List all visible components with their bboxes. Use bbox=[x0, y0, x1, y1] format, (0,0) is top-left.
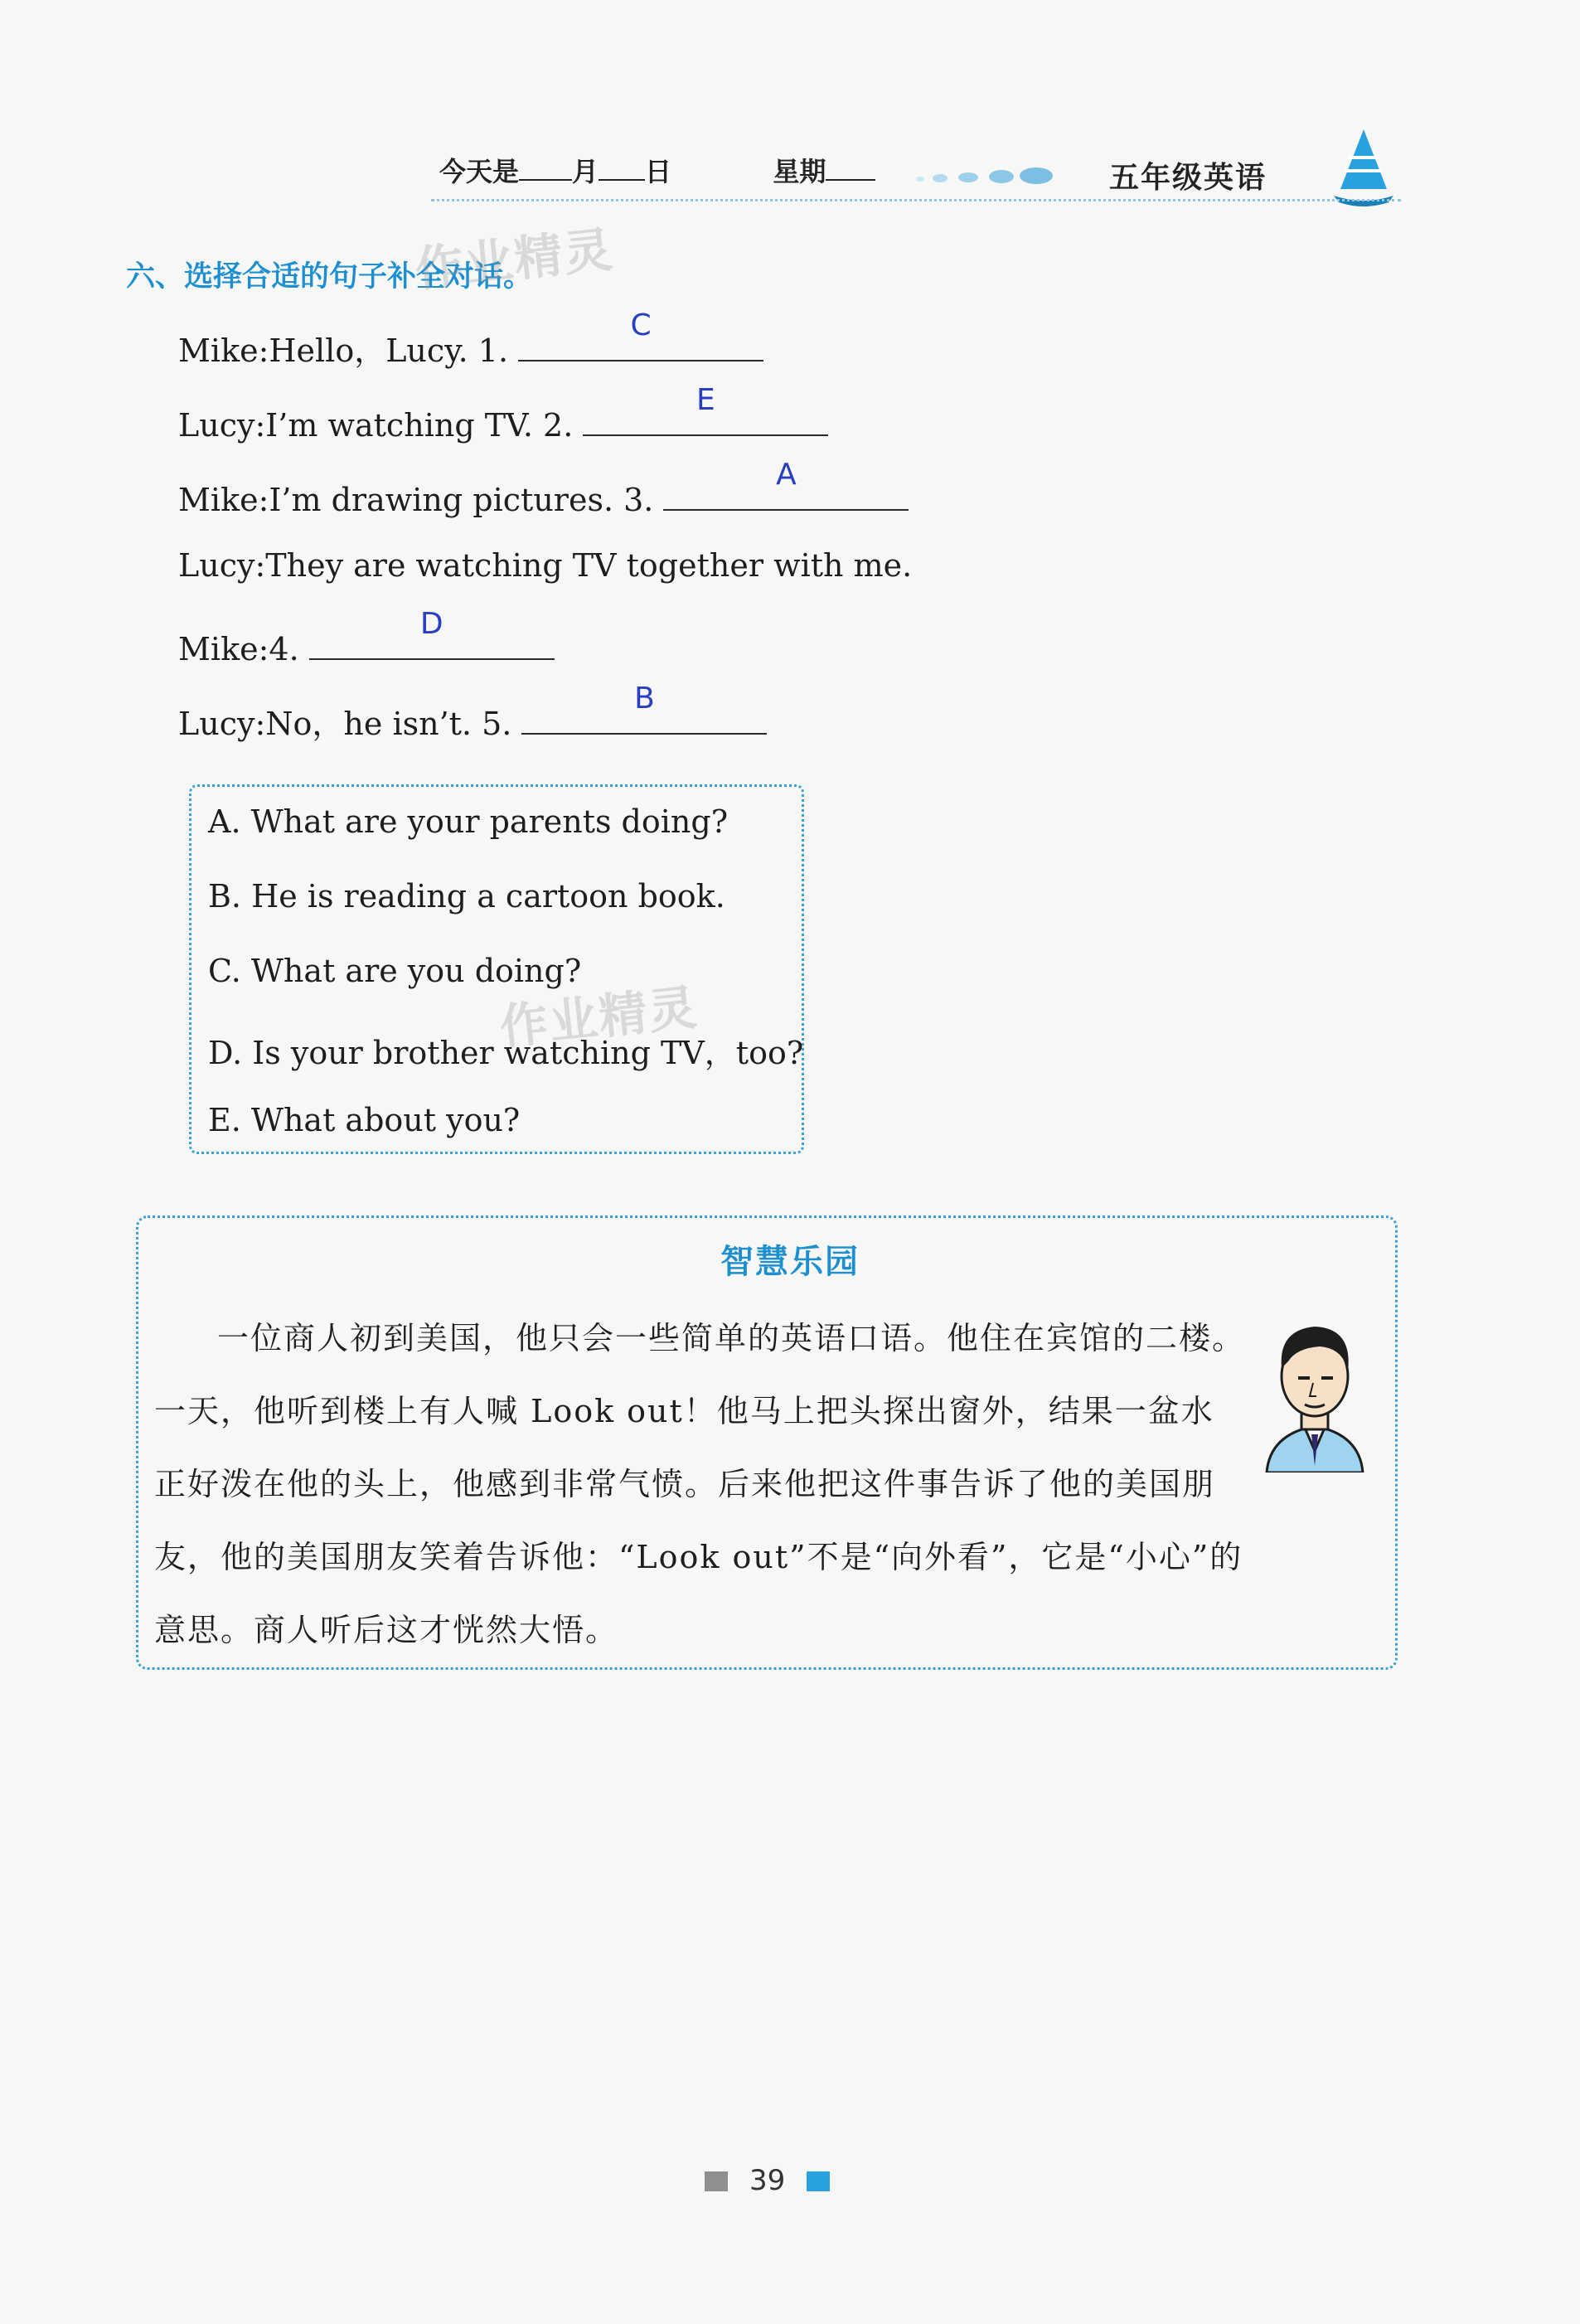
answer-letter: D bbox=[419, 607, 443, 641]
dialogue-line: Mike:4. D bbox=[178, 622, 555, 667]
line-text: No，he isn’t. 5. bbox=[265, 706, 512, 742]
month-label: 月 bbox=[572, 156, 599, 187]
speaker: Mike bbox=[178, 332, 259, 369]
gray-square-icon bbox=[705, 2171, 728, 2191]
sailboat-logo-icon bbox=[1330, 124, 1397, 207]
option-e: E. What about you? bbox=[208, 1102, 521, 1138]
date-prefix: 今天是 bbox=[439, 156, 520, 187]
option-c: C. What are you doing? bbox=[208, 953, 582, 989]
dialogue-line: Mike:Hello，Lucy. 1. C bbox=[178, 323, 763, 371]
speaker: Lucy bbox=[178, 706, 255, 742]
answer-blank[interactable] bbox=[518, 308, 763, 361]
blue-square-icon bbox=[807, 2171, 830, 2191]
watermark: 作业精灵 bbox=[412, 221, 617, 298]
answer-blank[interactable] bbox=[309, 607, 555, 660]
weekday-label: 星期 bbox=[773, 156, 826, 187]
section-heading: 六、选择合适的句子补全对话。 bbox=[126, 260, 533, 294]
day-label: 日 bbox=[645, 156, 672, 187]
page-footer bbox=[705, 2164, 830, 2197]
line-text: 4. bbox=[269, 631, 299, 667]
speaker: Lucy bbox=[178, 407, 255, 444]
answer-blank[interactable] bbox=[521, 682, 767, 735]
date-line bbox=[439, 151, 875, 189]
speaker: Lucy bbox=[178, 547, 255, 584]
watermark: 作业精灵 bbox=[497, 978, 701, 1056]
dialogue-line: Lucy:I’m watching TV. 2. E bbox=[178, 398, 828, 444]
options-box bbox=[189, 784, 804, 1154]
month-blank bbox=[519, 154, 572, 181]
dialogue-line: Lucy:No，he isn’t. 5. B bbox=[178, 696, 767, 744]
line-text: I’m watching TV. 2. bbox=[265, 407, 574, 444]
weekday-blank bbox=[826, 154, 875, 181]
header-divider bbox=[431, 199, 1401, 201]
speaker: Mike bbox=[178, 631, 259, 667]
option-a: A. What are your parents doing? bbox=[208, 803, 729, 840]
day-blank bbox=[599, 154, 645, 181]
answer-letter: E bbox=[696, 383, 715, 417]
option-d: D. Is your brother watching TV，too? bbox=[208, 1035, 804, 1071]
wisdom-title: 智慧乐园 bbox=[720, 1243, 860, 1281]
subject-title: 五年级英语 bbox=[1109, 161, 1267, 195]
answer-letter: A bbox=[776, 458, 797, 492]
option-b: B. He is reading a cartoon book. bbox=[208, 878, 725, 915]
answer-letter: C bbox=[630, 308, 652, 342]
line-text: I’m drawing pictures. 3. bbox=[269, 482, 654, 518]
line-text: They are watching TV together with me. bbox=[265, 547, 913, 584]
answer-blank[interactable] bbox=[663, 458, 909, 511]
speaker: Mike bbox=[178, 482, 259, 518]
answer-letter: B bbox=[634, 682, 655, 716]
page-number: 39 bbox=[749, 2164, 786, 2197]
wisdom-text: 一位商人初到美国，他只会一些简单的英语口语。他住在宾馆的二楼。一天，他听到楼上有人喊 Look out！他马上把头探出窗外，结果一盆水正好泼在他的头上，他感到非常气愤。后来他把这件事告诉了他的美国朋友，他的美国朋友笑着告诉他：“Look out”不是“向外看”，它是“小心”的意思。商人听后这才恍然大悟。 bbox=[154, 1320, 1246, 1648]
dialogue-line: Mike:I’m drawing pictures. 3. A bbox=[178, 473, 909, 518]
businessman-illustration-icon bbox=[1250, 1310, 1379, 1473]
dialogue-line: Lucy:They are watching TV together with me. bbox=[178, 547, 913, 584]
line-text: Hello，Lucy. 1. bbox=[269, 332, 509, 369]
answer-blank[interactable] bbox=[583, 383, 828, 436]
decorative-dots-icon bbox=[912, 164, 1061, 189]
